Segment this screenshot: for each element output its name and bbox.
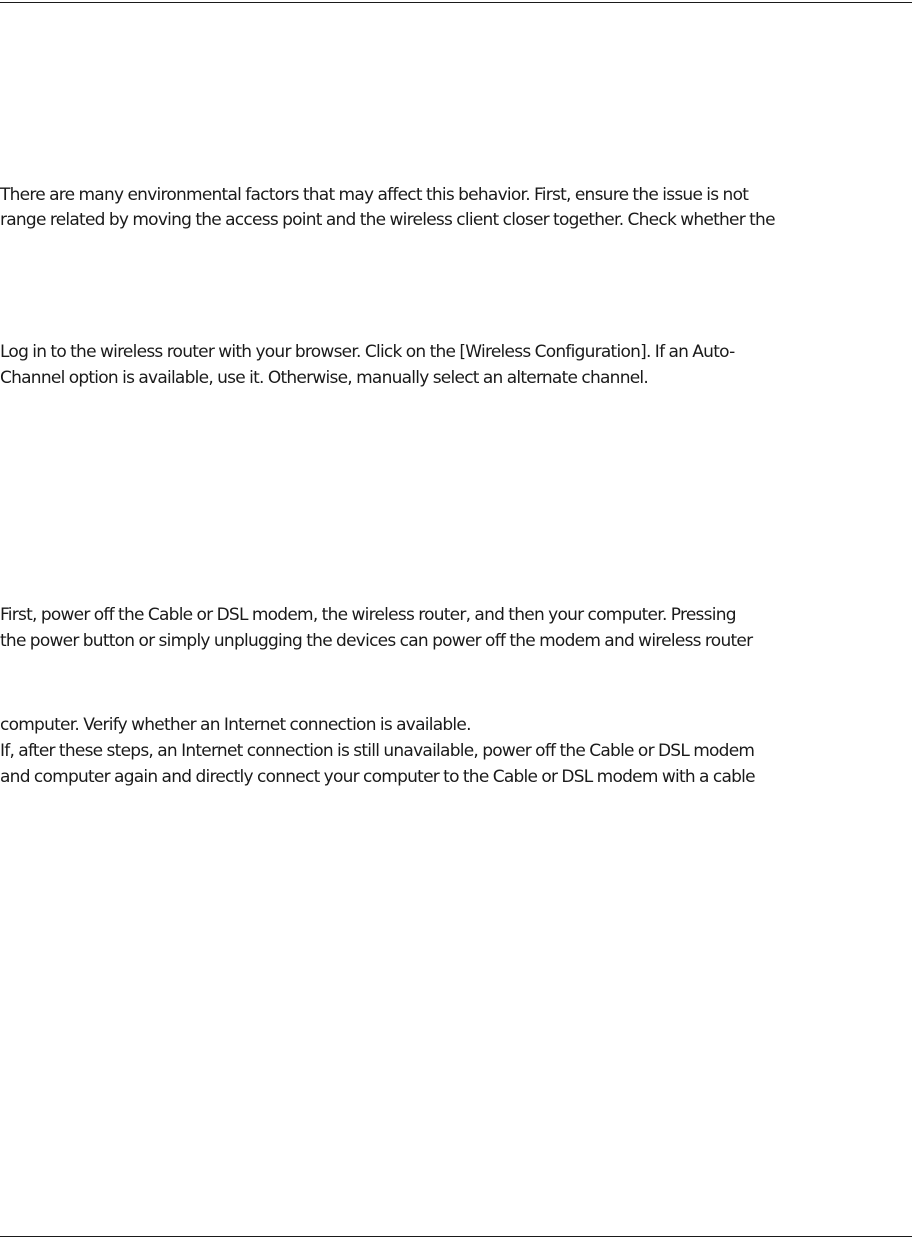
text-line: range related by moving the access point and the wireless client closer together. Check whether the (0, 210, 775, 230)
text-line: Log in to the wireless router with your browser. Click on the [Wireless Configuration]. If an Auto- (0, 342, 735, 362)
text-line: First, power off the Cable or DSL modem, the wireless router, and then your computer. Pressing (0, 605, 736, 625)
text-line: If, after these steps, an Internet connection is still unavailable, power off the Cable or DSL modem (0, 741, 755, 761)
bottom-rule (0, 1236, 912, 1237)
text-line: and computer again and directly connect your computer to the Cable or DSL modem with a cable (0, 767, 755, 787)
top-rule (0, 2, 912, 3)
text-line: Channel option is available, use it. Otherwise, manually select an alternate channel. (0, 368, 649, 388)
text-line: computer. Verify whether an Internet connection is available. (0, 715, 471, 735)
text-line: the power button or simply unplugging the devices can power off the modem and wireless router (0, 631, 753, 651)
text-line: There are many environmental factors that may affect this behavior. First, ensure the issue is not (0, 185, 749, 205)
